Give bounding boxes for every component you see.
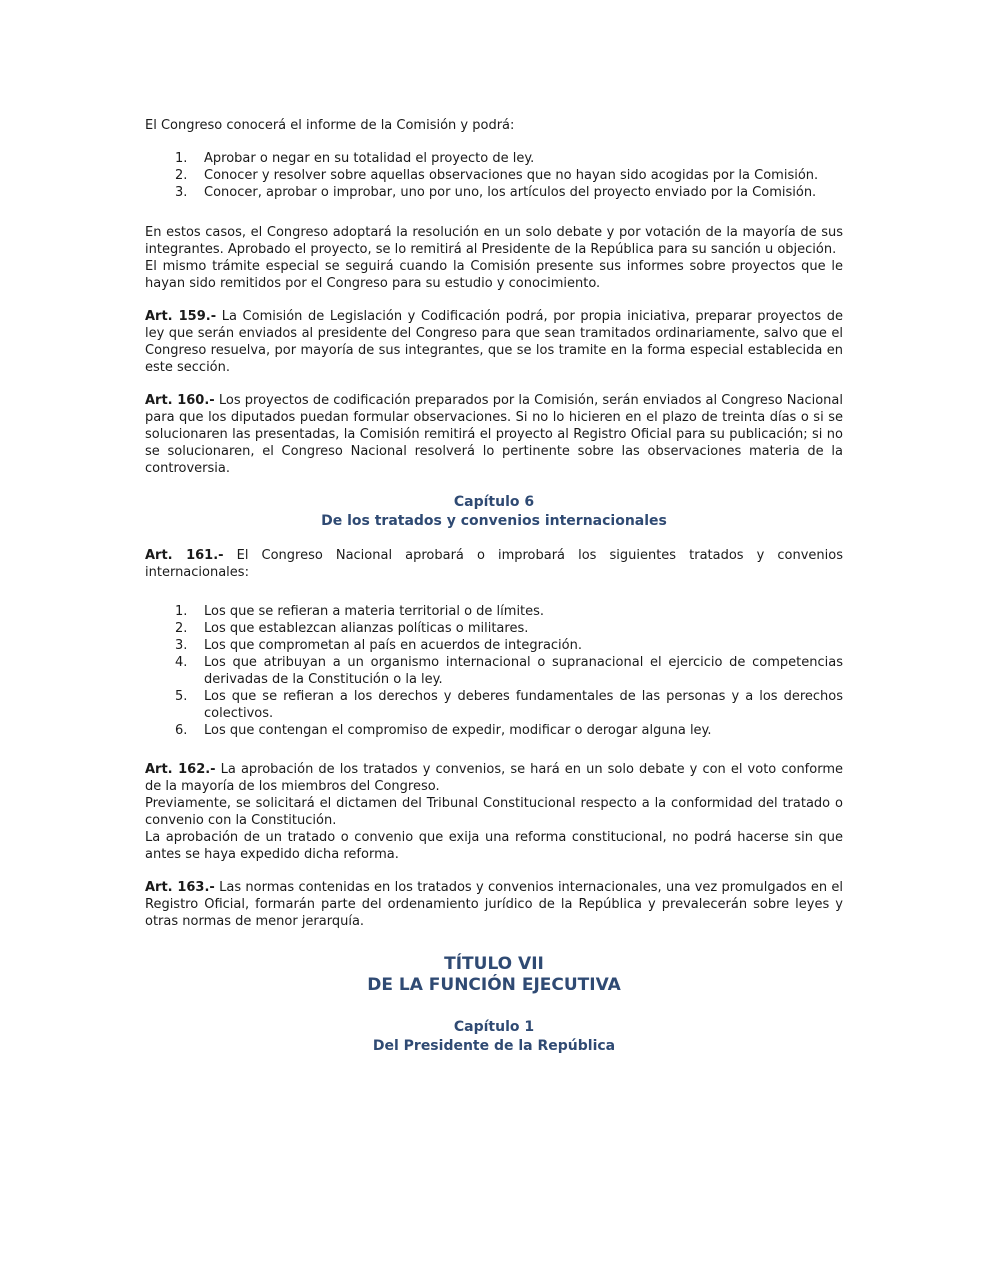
list-item: 2. Conocer y resolver sobre aquellas observaciones que no hayan sido acogidas por la Comisión. bbox=[175, 168, 819, 183]
titulo-7-heading: TÍTULO VII DE LA FUNCIÓN EJECUTIVA bbox=[367, 954, 621, 995]
list-item: 3. Los que comprometan al país en acuerdos de integración. bbox=[175, 638, 582, 653]
article-163: Art. 163.- Las normas contenidas en los tratados y convenios internacionales, una vez promulgados en el Registro Oficial, formarán parte del ordenamiento jurídico de la República y prevalecerán sobre leyes y otras normas de menor jerarquía. bbox=[145, 880, 844, 929]
paragraph-reforma: La aprobación de un tratado o convenio que exija una reforma constitucional, no podrá hacerse sin que antes se haya expedido dicha reforma. bbox=[145, 830, 843, 862]
document-page bbox=[145, 117, 843, 1056]
article-161: Art. 161.- El Congreso Nacional aprobará o improbará los siguientes tratados y convenios internacionales: bbox=[145, 548, 843, 580]
article-159: Art. 159.- La Comisión de Legislación y Codificación podrá, por propia iniciativa, preparar proyectos de ley que serán enviados al presidente del Congreso para que sean tramitados ordinariamente, salvo que el Congreso resuelva, por mayoría de sus integrantes, que se los tramite en la forma especial establecida en este sección. bbox=[145, 309, 843, 375]
list-item: 1. Los que se refieran a materia territorial o de límites. bbox=[175, 604, 545, 619]
tratados-list bbox=[145, 603, 843, 739]
informe-options-list bbox=[145, 150, 843, 201]
list-item: 4. Los que atribuyan a un organismo internacional o supranacional el ejercicio de competencias derivadas de la Constitución o la ley. bbox=[175, 655, 843, 687]
list-item: 1. Aprobar o negar en su totalidad el proyecto de ley. bbox=[175, 151, 535, 166]
paragraph-previamente: Previamente, se solicitará el dictamen del Tribunal Constitucional respecto a la conformidad del tratado o convenio con la Constitución. bbox=[145, 796, 843, 828]
chapter-1-heading: Capítulo 1 Del Presidente de la República bbox=[372, 1019, 616, 1054]
article-162: Art. 162.- La aprobación de los tratados y convenios, se hará en un solo debate y con el voto conforme de la mayoría de los miembros del Congreso. bbox=[145, 762, 843, 794]
article-160: Art. 160.- Los proyectos de codificación preparados por la Comisión, serán enviados al Congreso Nacional para que los diputados puedan formular observaciones. Si no lo hicieren en el plazo de treinta días o si se solucionaren las presentadas, la Comisión remitirá el proyecto al Registro Oficial para su publicación; si no se solucionaren, el Congreso Nacional resolverá lo pertinente sobre las observaciones materia de la controversia. bbox=[145, 393, 843, 476]
paragraph-casos: En estos casos, el Congreso adoptará la resolución en un solo debate y por votación de la mayoría de sus integrantes. Aprobado el proyecto, se lo remitirá al Presidente de la República para su sanción u objeción. bbox=[145, 225, 843, 257]
chapter-6-heading: Capítulo 6 De los tratados y convenios internacionales bbox=[321, 494, 667, 529]
list-item: 2. Los que establezcan alianzas políticas o militares. bbox=[175, 621, 529, 636]
list-item: 3. Conocer, aprobar o improbar, uno por uno, los artículos del proyecto enviado por la Comisión. bbox=[175, 185, 817, 200]
list-item: 5. Los que se refieran a los derechos y deberes fundamentales de las personas y a los derechos colectivos. bbox=[175, 689, 843, 721]
paragraph-tramite: El mismo trámite especial se seguirá cuando la Comisión presente sus informes sobre proyectos que le hayan sido remitidos por el Congreso para su estudio y conocimiento. bbox=[145, 259, 843, 291]
intro-paragraph: El Congreso conocerá el informe de la Comisión y podrá: bbox=[145, 118, 515, 133]
list-item: 6. Los que contengan el compromiso de expedir, modificar o derogar alguna ley. bbox=[175, 723, 712, 738]
